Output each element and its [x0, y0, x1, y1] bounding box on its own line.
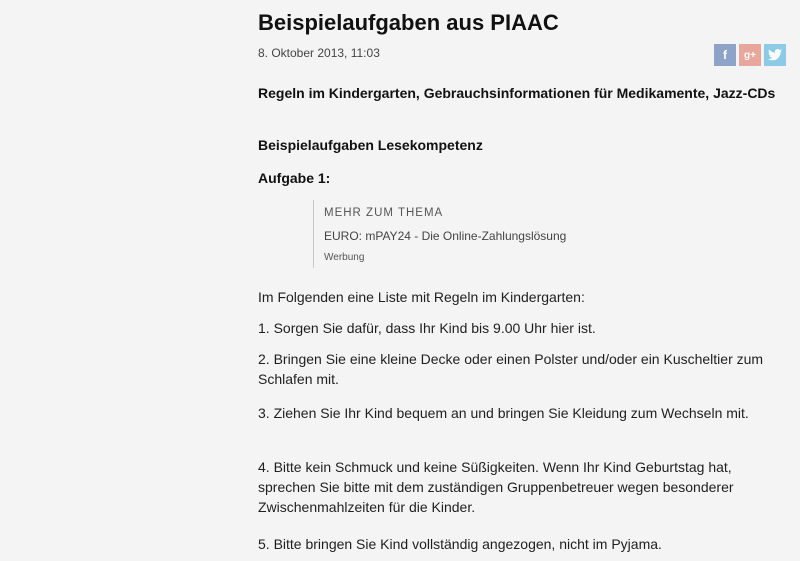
article-date: 8. Oktober 2013, 11:03 [258, 46, 380, 60]
googleplus-share-button[interactable] [739, 44, 761, 66]
paragraph-rule-5: 5. Bitte bringen Sie Kind vollständig angezogen, nicht im Pyjama. [258, 536, 662, 552]
social-share-bar [714, 44, 786, 66]
paragraph-rule-1: 1. Sorgen Sie dafür, dass Ihr Kind bis 9.00 Uhr hier ist. [258, 320, 596, 336]
paragraph-rule-2: 2. Bringen Sie eine kleine Decke oder einen Polster und/oder ein Kuscheltier zum Schlafen mit. [258, 351, 764, 387]
paragraph-intro: Im Folgenden eine Liste mit Regeln im Kindergarten: [258, 289, 585, 305]
related-link[interactable]: EURO: mPAY24 - Die Online-Zahlungslösung [324, 229, 567, 243]
paragraph-rule-4: 4. Bitte kein Schmuck und keine Süßigkeiten. Wenn Ihr Kind Geburtstag hat, sprechen Sie bitte mit dem zuständigen Gruppenbetreuer wegen besonderer Zwischenmahlzeiten für die Kinder. [258, 459, 734, 515]
related-box [313, 200, 624, 268]
googleplus-icon: g+ [744, 49, 756, 61]
related-heading: MEHR ZUM THEMA [324, 207, 444, 219]
twitter-share-button[interactable] [764, 44, 786, 66]
paragraph-rule-3: 3. Ziehen Sie Ihr Kind bequem an und bringen Sie Kleidung zum Wechseln mit. [258, 405, 749, 421]
article-title: Beispielaufgaben aus PIAAC [258, 10, 559, 35]
facebook-share-button[interactable] [714, 44, 736, 66]
twitter-icon [768, 49, 782, 61]
ad-label: Werbung [324, 252, 365, 263]
section-heading: Beispielaufgaben Lesekompetenz [258, 137, 483, 153]
task-heading: Aufgabe 1: [258, 170, 331, 186]
facebook-icon: f [723, 48, 727, 62]
article-subtitle: Regeln im Kindergarten, Gebrauchsinformationen für Medikamente, Jazz-CDs [258, 85, 776, 101]
